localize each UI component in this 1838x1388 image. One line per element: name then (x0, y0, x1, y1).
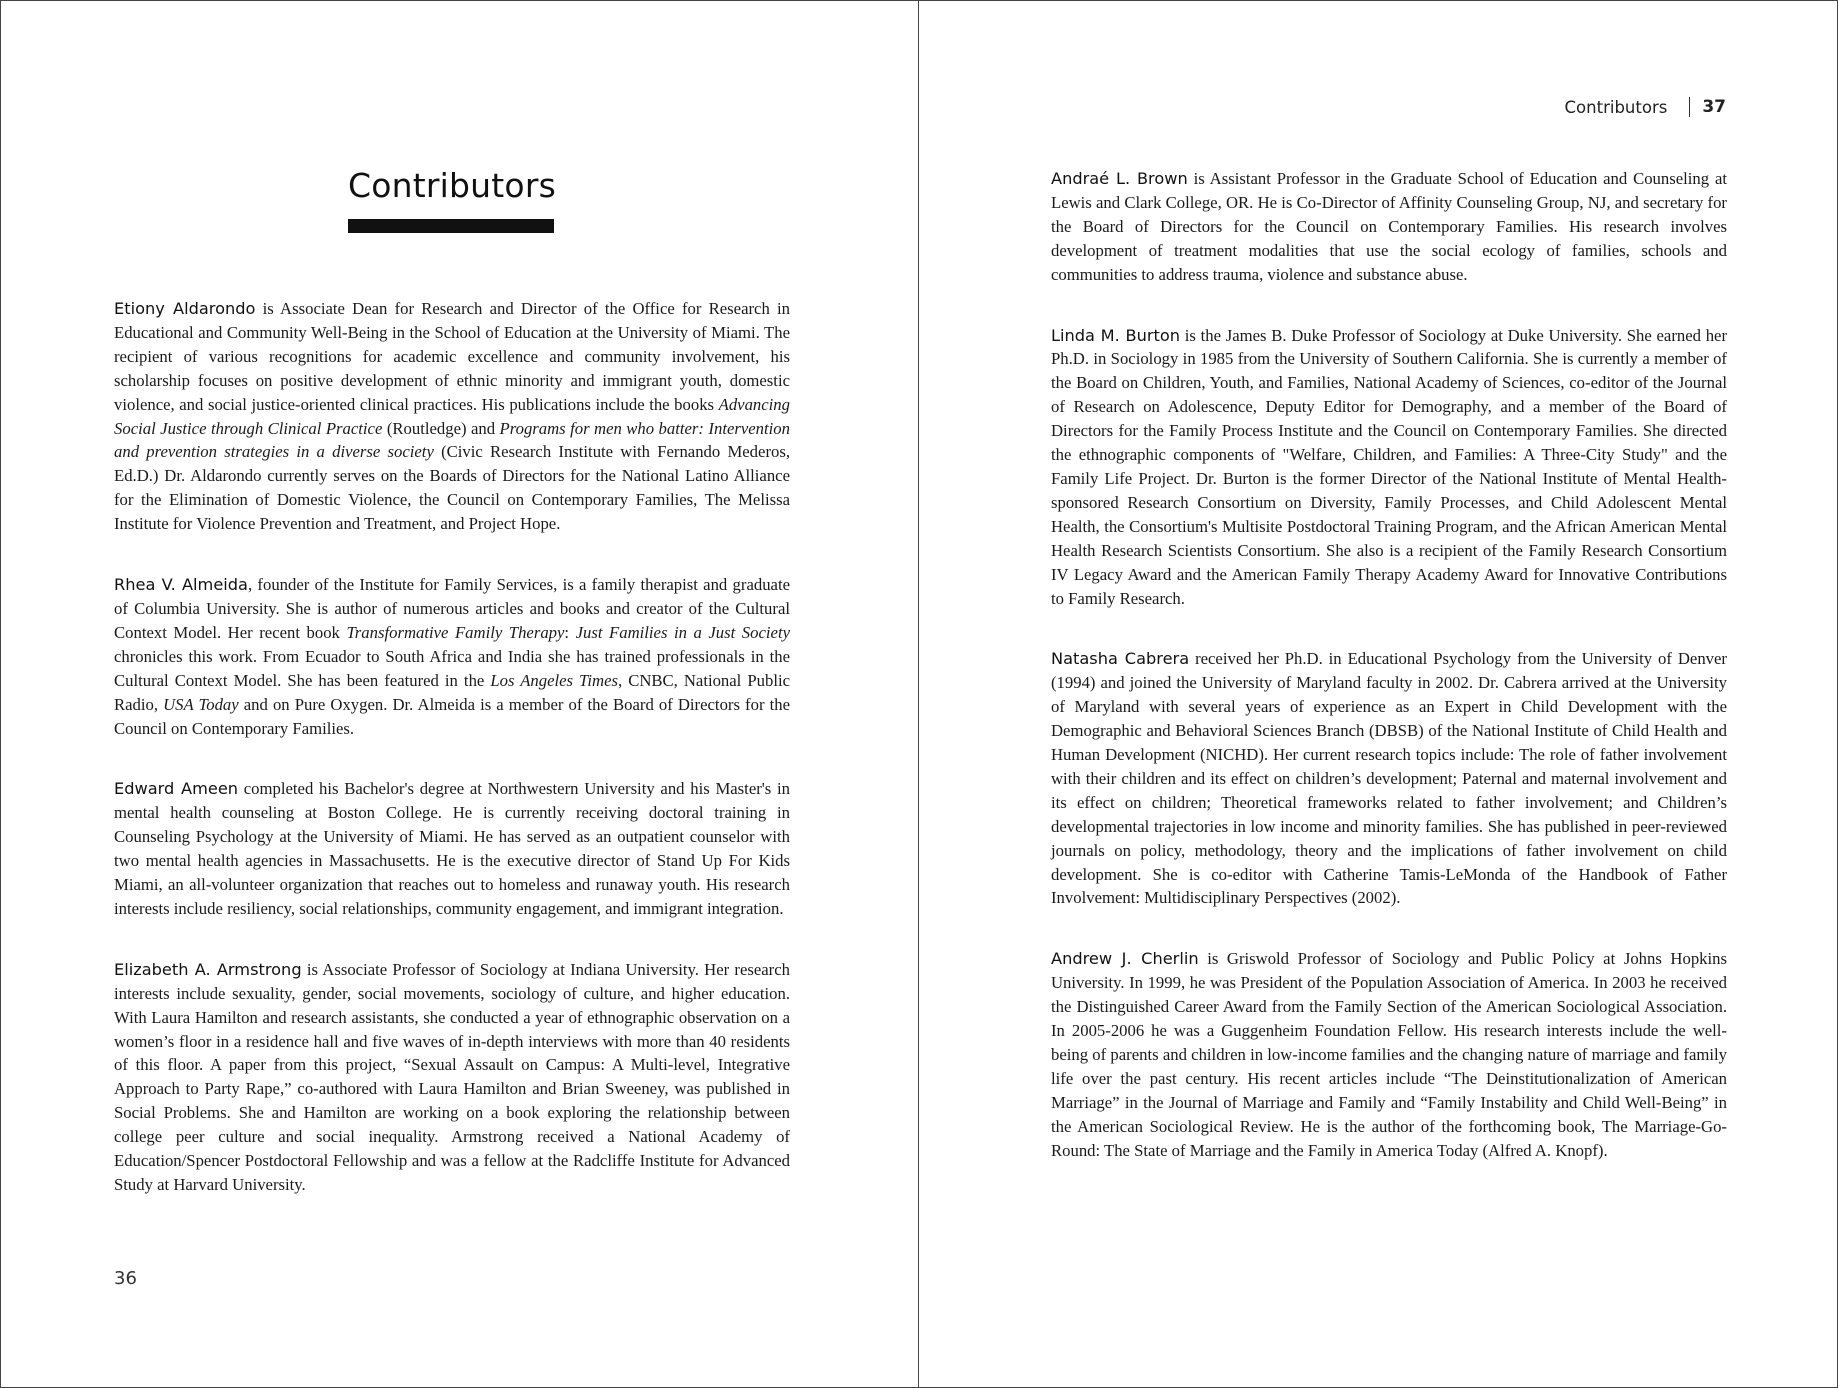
running-head (1565, 97, 1726, 117)
contributor-bio: received her Ph.D. in Educational Psychology from the University of Denver (1994) and joined the University of Maryland faculty in 2002. Dr. Cabrera arrived at the University of Maryland with several years of experience as an Expert in Child Development with the Demographic and Behavioral Sciences Branch (DBSB) of the National Institute of Child Health and Human Development (NICHD). Her current research topics include: The role of father involvement with their children and its effect on children’s development; Paternal and maternal involvement and its effect on children; Theoretical frameworks related to father involvement; and Children’s developmental trajectories in low income and minority families. She has published in peer-reviewed journals on policy, methodology, theory and the implications of father involvement on child development. She is co-editor with Catherine Tamis-LeMonda of the Handbook of Father Involvement: Multidisciplinary Perspectives (2002). (1051, 649, 1727, 908)
contributor-bio: (Routledge) and (382, 418, 500, 438)
contributor-bio: : (564, 622, 576, 642)
contributor-bio: , founder of the Institute for Family Services, is a family therapist and graduate of Columbia University. She is author of numerous articles and books and creator of the Cultural Context Model. Her recent book (114, 575, 790, 642)
contributor-bio: , CNBC, National Public Radio, (114, 670, 791, 714)
contributor-bio: (Civic Research Institute with Fernando Mederos, Ed.D.) Dr. Aldarondo currently serves on the Boards of Directors for the National Latino Alliance for the Elimination of Domestic Violence, the Council on Contemporary Families, The Melissa Institute for Violence Prevention and Treatment, and Project Hope. (114, 442, 791, 534)
title-underline-bar (348, 219, 554, 233)
contributor-bio: is Associate Dean for Research and Director of the Office for Research in Educational and Community Well-Being in the School of Education at the University of Miami. The recipient of various recognitions for academic excellence and community involvement, his scholarship focuses on positive development of ethnic minority and immigrant youth, domestic violence, and social justice-oriented clinical practices. His publications include the books (114, 299, 790, 414)
contributor-bio: is Associate Professor of Sociology at Indiana University. Her research interests include sexuality, gender, social movements, sociology of culture, and higher education. With Laura Hamilton and research assistants, she conducted a year of ethnographic observation on a women’s floor in a residence hall and five waves of in-depth interviews with more than 40 residents of this floor. A paper from this project, “Sexual Assault on Campus: A Multi-level, Integrative Approach to Party Rape,” co-authored with Laura Hamilton and Brian Sweeney, was published in Social Problems. She and Hamilton are working on a book exploring the relationship between college peer culture and social inequality. Armstrong received a National Academy of Education/Spencer Postdoctoral Fellowship and was a fellow at the Radcliffe Institute for Advanced Study at Harvard University. (114, 959, 790, 1194)
contributor-entry (114, 573, 790, 740)
section-heading (348, 166, 554, 233)
book-title: Programs for men who batter: Intervention and prevention strategies in a diverse society (114, 418, 790, 462)
contributor-entry (1051, 167, 1727, 287)
right-contributor-list (1051, 167, 1727, 1200)
contributor-bio: chronicles this work. From Ecuador to South Africa and India she has trained professionals in the Cultural Context Model. She has been featured in the (114, 646, 790, 690)
contributor-name: Linda M. Burton (1051, 325, 1181, 345)
page-title: Contributors (348, 166, 556, 205)
contributor-entry (114, 297, 790, 536)
contributor-name: Andrew J. Cherlin (1051, 949, 1199, 969)
book-subtitle: Just Families in a Just Society (575, 622, 790, 642)
publication-name: USA Today (163, 694, 239, 714)
contributor-name: Rhea V. Almeida (114, 575, 248, 595)
page-number: 37 (1702, 97, 1726, 117)
left-contributor-list (114, 297, 790, 1234)
contributor-bio: is the James B. Duke Professor of Sociology at Duke University. She earned her Ph.D. in Sociology in 1985 from the University of Southern California. She is currently a member of the Board on Children, Youth, and Families, National Academy of Sciences, co-editor of the Journal of Research on Adolescence, Deputy Editor for Demography, and a member of the Board of Directors for the Family Process Institute and the Council on Contemporary Families. She directed the ethnographic components of "Welfare, Children, and Families: A Three-City Study" and the Family Life Project. Dr. Burton is the former Director of the National Institute of Mental Health-sponsored Research Consortium on Diversity, Family Processes, and Child Adolescent Mental Health, the Consortium's Multisite Postdoctoral Training Program, and the African American Mental Health Research Scientists Consortium. She also is a recipient of the Family Research Consortium IV Legacy Award and the American Family Therapy Academy Award for Innovative Contributions to Family Research. (1051, 325, 1728, 608)
contributor-entry (1051, 324, 1727, 611)
contributor-name: Etiony Aldarondo (114, 299, 256, 318)
left-page (1, 1, 919, 1387)
contributor-name: Elizabeth A. Armstrong (114, 959, 302, 979)
contributor-bio: completed his Bachelor's degree at Northwestern University and his Master's in mental health counseling at Boston College. He is currently receiving doctoral training in Counseling Psychology at the University of Miami. He has served as an outpatient counselor with two mental health agencies in Massachusetts. He is the executive director of Stand Up For Kids Miami, an all-volunteer organization that reaches out to homeless and runaway youth. His research interests include resiliency, social relationships, community engagement, and immigrant integration. (114, 779, 790, 918)
contributor-name: Edward Ameen (114, 779, 239, 799)
contributor-bio: is Griswold Professor of Sociology and Public Policy at Johns Hopkins University. In 1999, he was President of the Population Association of America. In 2003 he received the Distinguished Career Award from the Family Section of the American Sociological Association. In 2005-2006 he was a Guggenheim Foundation Fellow. His research interests include the well-being of parents and children in low-income families and the changing nature of marriage and family life over the past century. His recent articles include “The Deinstitutionalization of American Marriage” in the Journal of Marriage and Family and “Family Instability and Child Well-Being” in the American Sociological Review. He is the author of the forthcoming book, The Marriage-Go-Round: The State of Marriage and the Family in America Today (Alfred A. Knopf). (1051, 949, 1727, 1160)
contributor-entry (114, 777, 790, 920)
contributor-entry (1051, 947, 1727, 1162)
book-title: Transformative Family Therapy (346, 622, 565, 642)
running-head-divider (1689, 97, 1690, 117)
contributor-entry (1051, 647, 1727, 910)
book-title: Advancing Social Justice through Clinical Practice (114, 394, 790, 438)
page-number: 36 (114, 1268, 137, 1289)
contributor-bio: is Assistant Professor in the Graduate School of Education and Counseling at Lewis and Clark College, OR. He is Co-Director of Affinity Counseling Group, NJ, and secretary for the Board of Directors for the Council on Contemporary Families. His research involves development of treatment modalities that use the social ecology of families, schools and communities to address trauma, violence and substance abuse. (1051, 169, 1727, 284)
contributor-bio: and on Pure Oxygen. Dr. Almeida is a member of the Board of Directors for the Council on Contemporary Families. (114, 694, 790, 738)
running-head-title: Contributors (1564, 97, 1668, 117)
contributor-name: Natasha Cabrera (1051, 649, 1190, 669)
contributor-name: Andraé L. Brown (1051, 169, 1188, 188)
contributor-entry (114, 958, 790, 1197)
right-page (919, 1, 1837, 1387)
publication-name: Los Angeles Times (490, 670, 619, 690)
